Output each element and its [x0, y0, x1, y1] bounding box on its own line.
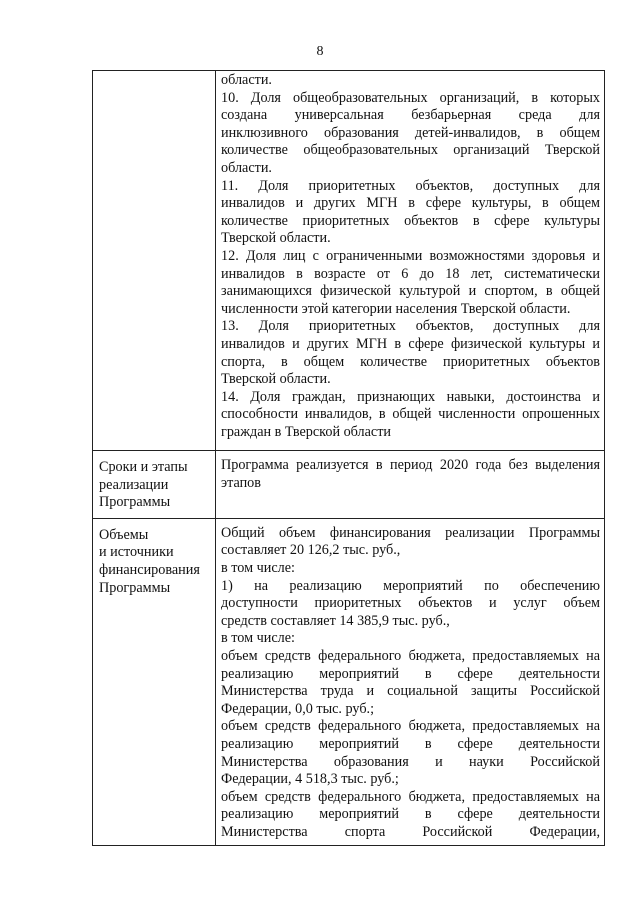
row-content-cell	[216, 518, 605, 846]
text-line: количестве общеобразовательных организаций Тверской	[221, 142, 600, 159]
row-label-cell	[93, 71, 216, 451]
text-line: в том числе:	[221, 559, 295, 576]
text-line: способности инвалидов, в общей численности опрошенных	[221, 406, 600, 423]
text-line: области.	[221, 159, 272, 176]
row-content-cell	[216, 71, 605, 451]
text-line: области.	[221, 72, 272, 88]
row-content-cell	[216, 451, 605, 519]
text-line: доступности приоритетных объектов и услуг объем	[221, 595, 600, 612]
row-label-cell	[93, 518, 216, 846]
text-line: Программа реализуется в период 2020 года без выделения	[221, 457, 600, 473]
row-label-line: Сроки и этапы	[99, 459, 188, 475]
text-line: Тверской области.	[221, 230, 331, 247]
row-label-line: реализации	[99, 476, 169, 493]
table-row-financing	[93, 518, 605, 846]
text-line: объем средств федерального бюджета, предоставляемых на	[221, 788, 600, 805]
text-line: занимающихся физической культурой и спортом, в общей	[221, 283, 600, 300]
text-line: инвалидов и других МГН в сфере физической культуры и	[221, 335, 600, 352]
text-line: количестве приоритетных объектов в сфере культуры	[221, 212, 600, 229]
text-line: Министерства спорта Российской Федерации,	[221, 823, 600, 840]
text-line: 10. Доля общеобразовательных организаций, в которых	[221, 89, 600, 106]
row-label-cell	[93, 451, 216, 519]
row-label-line: Программы	[99, 579, 171, 596]
passport-table	[92, 70, 605, 846]
row-label-line: Программы	[99, 494, 171, 511]
text-line: в том числе:	[221, 630, 295, 647]
text-line: инвалидов и других МГН в сфере культуры, в общем	[221, 195, 600, 212]
table-row-indicators	[93, 71, 605, 451]
text-line: граждан в Тверской области	[221, 423, 392, 440]
text-line: 13. Доля приоритетных объектов, доступных для	[221, 318, 600, 335]
text-line: Федерации, 4 518,3 тыс. руб.;	[221, 771, 399, 788]
text-line: Министерства труда и социальной защиты Российской	[221, 683, 600, 700]
text-line: этапов	[221, 474, 261, 491]
text-line: реализацию мероприятий в сфере деятельности	[221, 735, 600, 752]
text-line: 11. Доля приоритетных объектов, доступных для	[221, 177, 600, 194]
table-row-terms	[93, 451, 605, 519]
text-line: 1) на реализацию мероприятий по обеспечению	[221, 577, 600, 594]
text-line: средств составляет 14 385,9 тыс. руб.,	[221, 612, 450, 629]
text-line: составляет 20 126,2 тыс. руб.,	[221, 542, 401, 559]
row-label-line: финансирования	[99, 561, 200, 578]
text-line: объем средств федерального бюджета, предоставляемых на	[221, 718, 600, 735]
text-line: Тверской области.	[221, 371, 331, 388]
text-line: Федерации, 0,0 тыс. руб.;	[221, 700, 375, 717]
text-line: реализацию мероприятий в сфере деятельности	[221, 806, 600, 823]
text-line: создана универсальная безбарьерная среда для	[221, 107, 600, 124]
text-line: объем средств федерального бюджета, предоставляемых на	[221, 647, 600, 664]
text-line: численности этой категории населения Тверской области.	[221, 300, 571, 317]
page-number: 8	[316, 44, 324, 59]
text-line: Общий объем финансирования реализации Программы	[221, 524, 600, 541]
text-line: 14. Доля граждан, признающих навыки, достоинства и	[221, 388, 600, 405]
text-line: инклюзивного образования детей-инвалидов, в общем	[221, 124, 600, 141]
text-line: спорта, в общем количестве приоритетных объектов	[221, 353, 600, 370]
row-label-line: и источники	[99, 544, 174, 561]
text-line: инвалидов в возрасте от 6 до 18 лет, систематически	[221, 265, 600, 282]
row-label-line: Объемы	[99, 526, 149, 543]
text-line: Министерства образования и науки Российской	[221, 753, 600, 770]
text-line: реализацию мероприятий в сфере деятельности	[221, 665, 600, 682]
text-line: 12. Доля лиц с ограниченными возможностями здоровья и	[221, 247, 600, 264]
